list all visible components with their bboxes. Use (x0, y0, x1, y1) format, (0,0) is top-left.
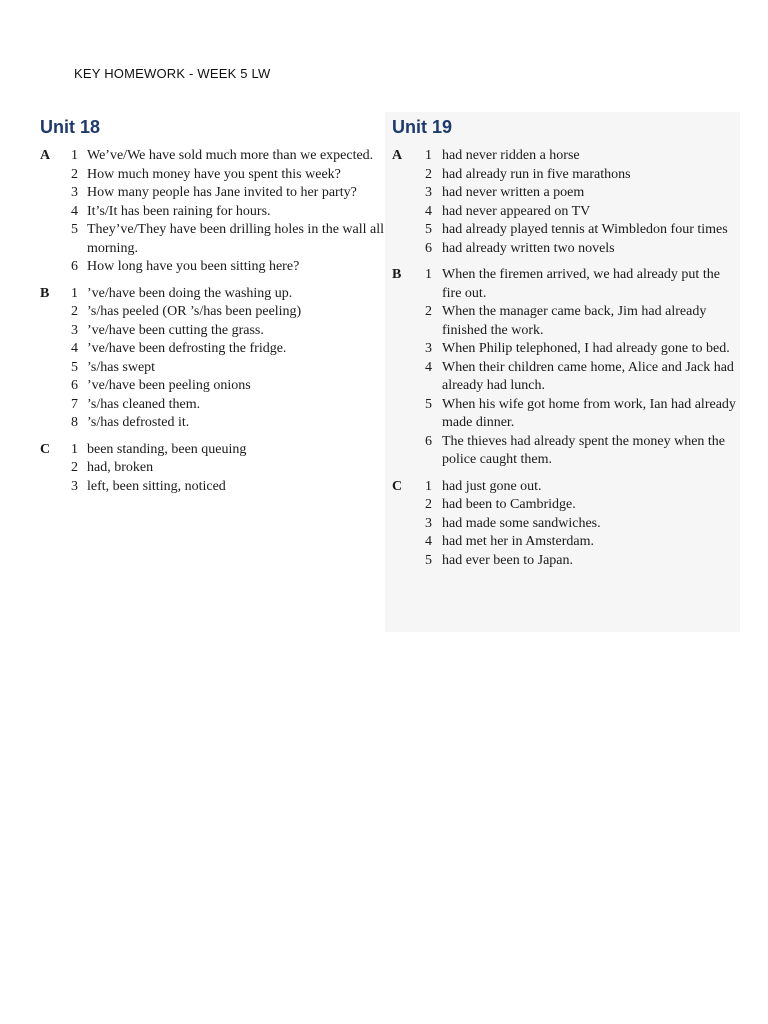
answer-number: 5 (425, 552, 432, 568)
unit-title: Unit 18 (40, 117, 101, 137)
answer-text: ’ve/have been peeling onions (87, 378, 251, 393)
unit-title: Unit 19 (392, 117, 453, 137)
answer-item (40, 303, 385, 322)
answer-list (392, 266, 737, 470)
answer-number: 1 (425, 148, 432, 163)
answer-text: The thieves had already spent the money when the police caught them. (442, 433, 726, 467)
answer-number: 1 (425, 478, 432, 494)
answer-text: been standing, been queuing (87, 441, 247, 457)
answer-number: 4 (71, 203, 78, 219)
answer-text: had never ridden a horse (442, 148, 580, 163)
answer-section (392, 147, 737, 258)
answer-text: had met her in Amsterdam. (442, 534, 595, 549)
answer-text: had never appeared on TV (442, 203, 591, 219)
answer-number: 3 (71, 185, 78, 200)
answer-section (40, 147, 385, 277)
answer-number: 1 (71, 285, 78, 301)
answer-number: 5 (71, 359, 78, 375)
answer-item (40, 459, 385, 478)
answer-text: When his wife got home from work, Ian had already made dinner. (442, 396, 736, 430)
answer-text: ’ve/have been doing the washing up. (87, 285, 293, 301)
answer-item (40, 441, 385, 460)
answer-number: 6 (71, 378, 78, 393)
answer-number: 7 (71, 396, 78, 412)
answer-number: 2 (71, 460, 78, 475)
section-letter: B (392, 267, 402, 282)
answer-list (40, 441, 385, 497)
answer-text: When Philip telephoned, I had already gone to bed. (442, 341, 730, 356)
section-letter: A (40, 148, 51, 163)
answer-text: had, broken (87, 460, 154, 475)
answer-number: 3 (425, 185, 432, 200)
answer-number: 2 (425, 166, 432, 182)
answer-number: 6 (425, 433, 432, 449)
answer-item (40, 166, 385, 185)
answer-number: 1 (71, 148, 78, 163)
answer-item (40, 184, 385, 203)
answer-item (392, 240, 737, 259)
answer-item (40, 285, 385, 304)
answer-item (392, 184, 737, 203)
answer-text: had made some sandwiches. (442, 515, 601, 531)
answer-item (392, 433, 737, 470)
answer-item (392, 266, 737, 303)
answer-text: We’ve/We have sold much more than we expected. (87, 148, 374, 163)
answer-item (40, 359, 385, 378)
answer-item (40, 147, 385, 166)
answer-item (40, 396, 385, 415)
answer-number: 4 (425, 534, 432, 549)
answer-number: 2 (425, 497, 432, 512)
answer-item (40, 377, 385, 396)
answer-item (40, 322, 385, 341)
answer-item (392, 221, 737, 240)
answer-text: It’s/It has been raining for hours. (87, 203, 271, 219)
answer-number: 4 (425, 203, 432, 219)
answer-text: had already run in five marathons (442, 166, 631, 182)
answer-item (40, 414, 385, 433)
answer-list (392, 478, 737, 571)
answer-number: 4 (425, 359, 432, 375)
answer-item (40, 203, 385, 222)
answer-section (40, 285, 385, 433)
answer-list (40, 147, 385, 277)
answer-number: 5 (425, 222, 432, 237)
answer-number: 6 (71, 259, 78, 274)
answer-number: 3 (71, 478, 78, 494)
answer-text: ’ve/have been cutting the grass. (87, 322, 264, 338)
unit-19-column (392, 115, 737, 578)
unit-18-column (40, 115, 385, 504)
answer-item (392, 496, 737, 515)
section-letter: C (392, 478, 403, 494)
answer-number: 3 (71, 322, 78, 338)
answer-number: 3 (425, 515, 432, 531)
section-letter: B (40, 285, 50, 301)
answer-number: 4 (71, 341, 78, 356)
answer-number: 1 (71, 441, 78, 457)
answer-text: How many people has Jane invited to her party? (87, 185, 357, 200)
answer-text: ’ve/have been defrosting the fridge. (87, 341, 287, 356)
answer-item (392, 359, 737, 396)
page-title: KEY HOMEWORK - WEEK 5 LW (74, 66, 271, 81)
answer-text: ’s/has cleaned them. (87, 396, 201, 412)
answer-section (392, 478, 737, 571)
answer-number: 2 (71, 166, 78, 182)
answer-text: had just gone out. (442, 478, 542, 494)
answer-text: How long have you been sitting here? (87, 259, 300, 274)
answer-item (40, 221, 385, 258)
answer-item (392, 552, 737, 571)
answer-text: left, been sitting, noticed (87, 478, 226, 494)
answer-section (40, 441, 385, 497)
answer-text: They’ve/They have been drilling holes in the wall all morning. (87, 222, 385, 256)
answer-item (392, 515, 737, 534)
answer-number: 3 (425, 341, 432, 356)
section-letter: C (40, 441, 51, 457)
answer-number: 2 (425, 304, 432, 319)
answer-item (392, 340, 737, 359)
answer-text: When their children came home, Alice and Jack had already had lunch. (442, 359, 734, 393)
answer-section (392, 266, 737, 470)
answer-text: ’s/has swept (87, 359, 156, 375)
answer-text: When the manager came back, Jim had already finished the work. (442, 304, 707, 338)
answer-item (392, 166, 737, 185)
answer-item (40, 478, 385, 497)
answer-item (392, 303, 737, 340)
answer-text: ’s/has defrosted it. (87, 415, 190, 430)
answer-item (392, 203, 737, 222)
answer-text: ’s/has peeled (OR ’s/has been peeling) (87, 304, 302, 319)
answer-number: 5 (425, 396, 432, 412)
answer-item (392, 396, 737, 433)
answer-text: How much money have you spent this week? (87, 166, 341, 182)
answer-item (392, 478, 737, 497)
answer-item (392, 147, 737, 166)
answer-list (40, 285, 385, 433)
answer-text: When the firemen arrived, we had already put the fire out. (442, 267, 720, 301)
answer-text: had been to Cambridge. (442, 497, 576, 512)
answer-number: 1 (425, 267, 432, 282)
answer-text: had ever been to Japan. (442, 552, 573, 568)
answer-text: had never written a poem (442, 185, 585, 200)
answer-number: 2 (71, 304, 78, 319)
answer-number: 6 (425, 240, 432, 256)
answer-list (392, 147, 737, 258)
answer-number: 8 (71, 415, 78, 430)
answer-item (40, 340, 385, 359)
answer-item (392, 533, 737, 552)
section-letter: A (392, 148, 403, 163)
answer-text: had already written two novels (442, 240, 615, 256)
answer-text: had already played tennis at Wimbledon four times (442, 222, 728, 237)
answer-item (40, 258, 385, 277)
answer-number: 5 (71, 222, 78, 237)
